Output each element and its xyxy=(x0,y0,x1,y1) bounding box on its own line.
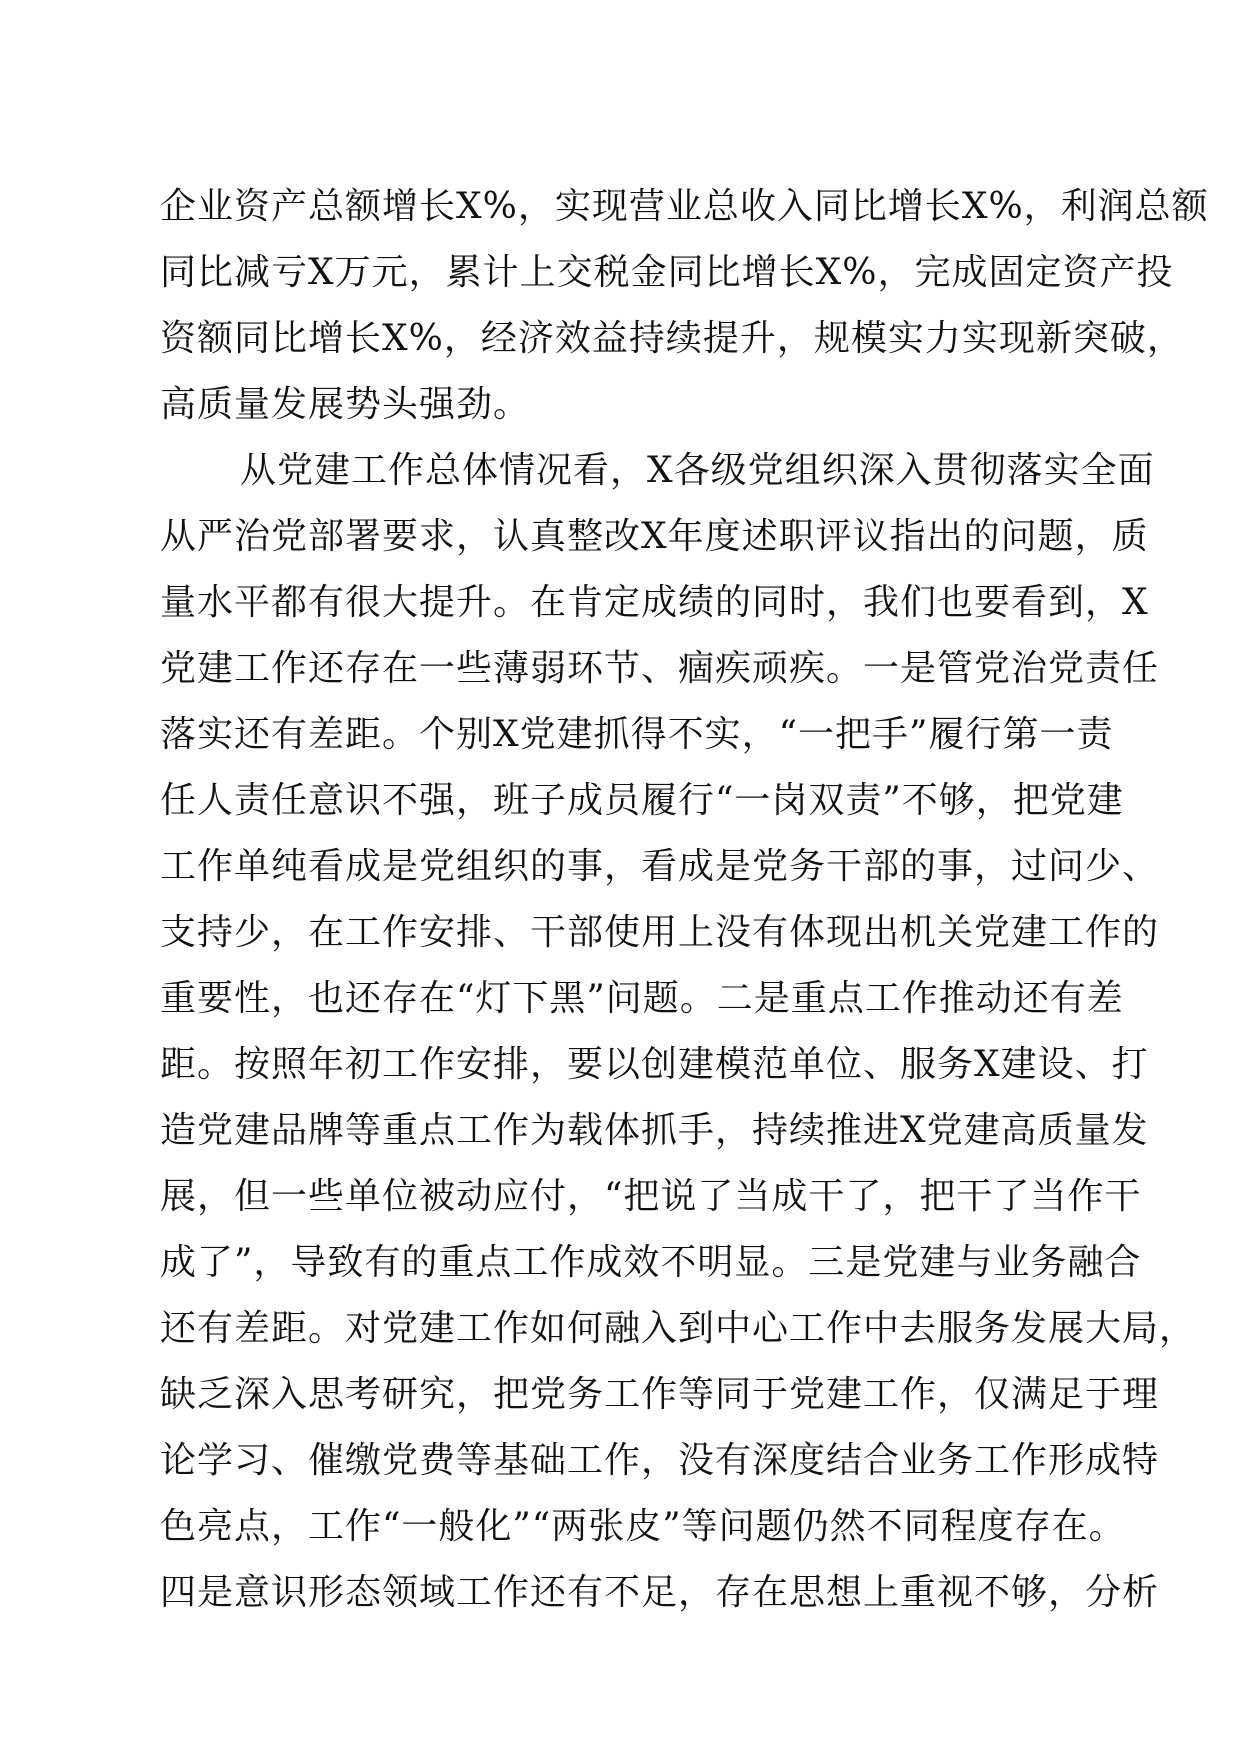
text-line: 还有差距。对党建工作如何融入到中心工作中去服务发展大局， xyxy=(160,1308,1197,1349)
paragraph-party-building xyxy=(160,438,1197,1626)
text-line: 色亮点，工作“一般化”“两张皮”等问题仍然不同程度存在。 xyxy=(160,1506,1126,1547)
text-line: 资额同比增长X%，经济效益持续提升，规模实力实现新突破， xyxy=(160,318,1184,359)
text-line: 党建工作还存在一些薄弱环节、痼疾顽疾。一是管党治党责任 xyxy=(160,648,1160,689)
text-line: 高质量发展势头强劲。 xyxy=(160,384,531,425)
text-line: 工作单纯看成是党组织的事，看成是党务干部的事，过问少、 xyxy=(160,846,1160,887)
text-line: 任人责任意识不强，班子成员履行“一岗双责”不够，把党建 xyxy=(160,780,1124,821)
text-line: 企业资产总额增长X%，实现营业总收入同比增长X%，利润总额 xyxy=(160,186,1209,227)
paragraph-economic-results xyxy=(160,174,1209,438)
text-line: 四是意识形态领域工作还有不足，存在思想上重视不够，分析 xyxy=(160,1572,1160,1613)
text-line: 支持少，在工作安排、干部使用上没有体现出机关党建工作的 xyxy=(160,912,1160,953)
text-line: 落实还有差距。个别X党建抓得不实，“一把手”履行第一责 xyxy=(160,714,1114,755)
text-line: 展，但一些单位被动应付，“把说了当成干了，把干了当作干 xyxy=(160,1176,1142,1217)
text-line: 量水平都有很大提升。在肯定成绩的同时，我们也要看到，X xyxy=(160,582,1149,623)
text-line: 距。按照年初工作安排，要以创建模范单位、服务X建设、打 xyxy=(160,1044,1149,1085)
text-line: 成了”，导致有的重点工作成效不明显。三是党建与业务融合 xyxy=(160,1242,1142,1283)
text-line: 论学习、催缴党费等基础工作，没有深度结合业务工作形成特 xyxy=(160,1440,1160,1481)
text-line: 同比减亏X万元，累计上交税金同比增长X%，完成固定资产投 xyxy=(160,252,1174,293)
text-line: 从党建工作总体情况看，X各级党组织深入贯彻落实全面 xyxy=(240,450,1155,491)
text-line: 重要性，也还存在“灯下黑”问题。二是重点工作推动还有差 xyxy=(160,978,1124,1019)
document-body xyxy=(160,174,1209,1626)
text-line: 从严治党部署要求，认真整改X年度述职评议指出的问题，质 xyxy=(160,516,1149,557)
text-line: 造党建品牌等重点工作为载体抓手，持续推进X党建高质量发 xyxy=(160,1110,1149,1151)
text-line: 缺乏深入思考研究，把党务工作等同于党建工作，仅满足于理 xyxy=(160,1374,1160,1415)
